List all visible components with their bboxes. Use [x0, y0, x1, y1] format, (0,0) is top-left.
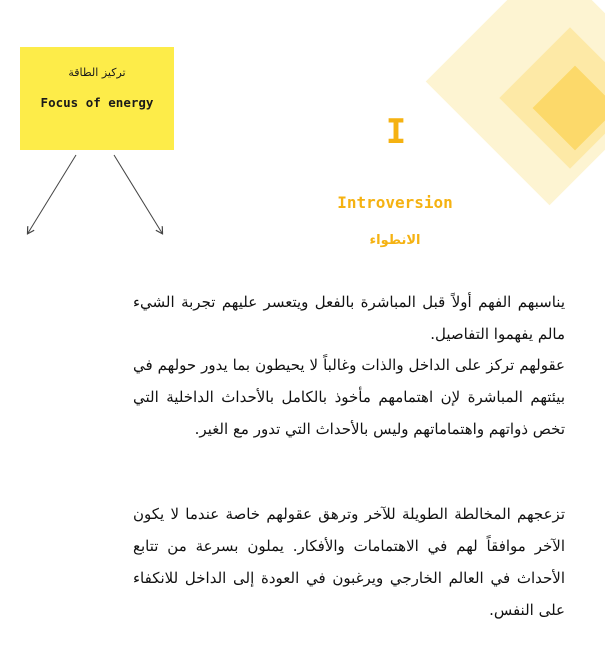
note-arabic-label: تركيز الطاقة [68, 66, 126, 79]
left-arrow-icon [28, 155, 76, 233]
right-arrow-icon [114, 155, 162, 233]
type-title-arabic: الانطواء [369, 233, 421, 248]
paragraph-2: عقولهم تركز على الداخل والذات وغالباً لا يحيطون بما يدور حولهم في بيئتهم المباشرة لإن اهتمامهم مأخوذ بالكامل بالأحداث الداخلية التي تخص ذواتهم واهتماماتهم وليس بالأحداث التي تدور مع الغير. [133, 356, 565, 438]
paragraph-3: تزعجهم المخالطة الطويلة للآخر وترهق عقولهم خاصة عندما لا يكون الآخر موافقاً لهم في الاهتمامات والأفكار. يملون بسرعة من تتابع الأحداث في العالم الخارجي ويرغبون في العودة إلى الداخل للانكفاء على النفس. [133, 505, 565, 619]
type-title-english: Introversion [337, 193, 453, 212]
type-letter: I [385, 112, 407, 152]
note-english-label: Focus of energy [40, 95, 154, 110]
paragraph-1: يناسبهم الفهم أولاً قبل المباشرة بالفعل ويتعسر عليهم تجربة الشيء مالم يفهموا التفاصيل. [133, 293, 565, 343]
